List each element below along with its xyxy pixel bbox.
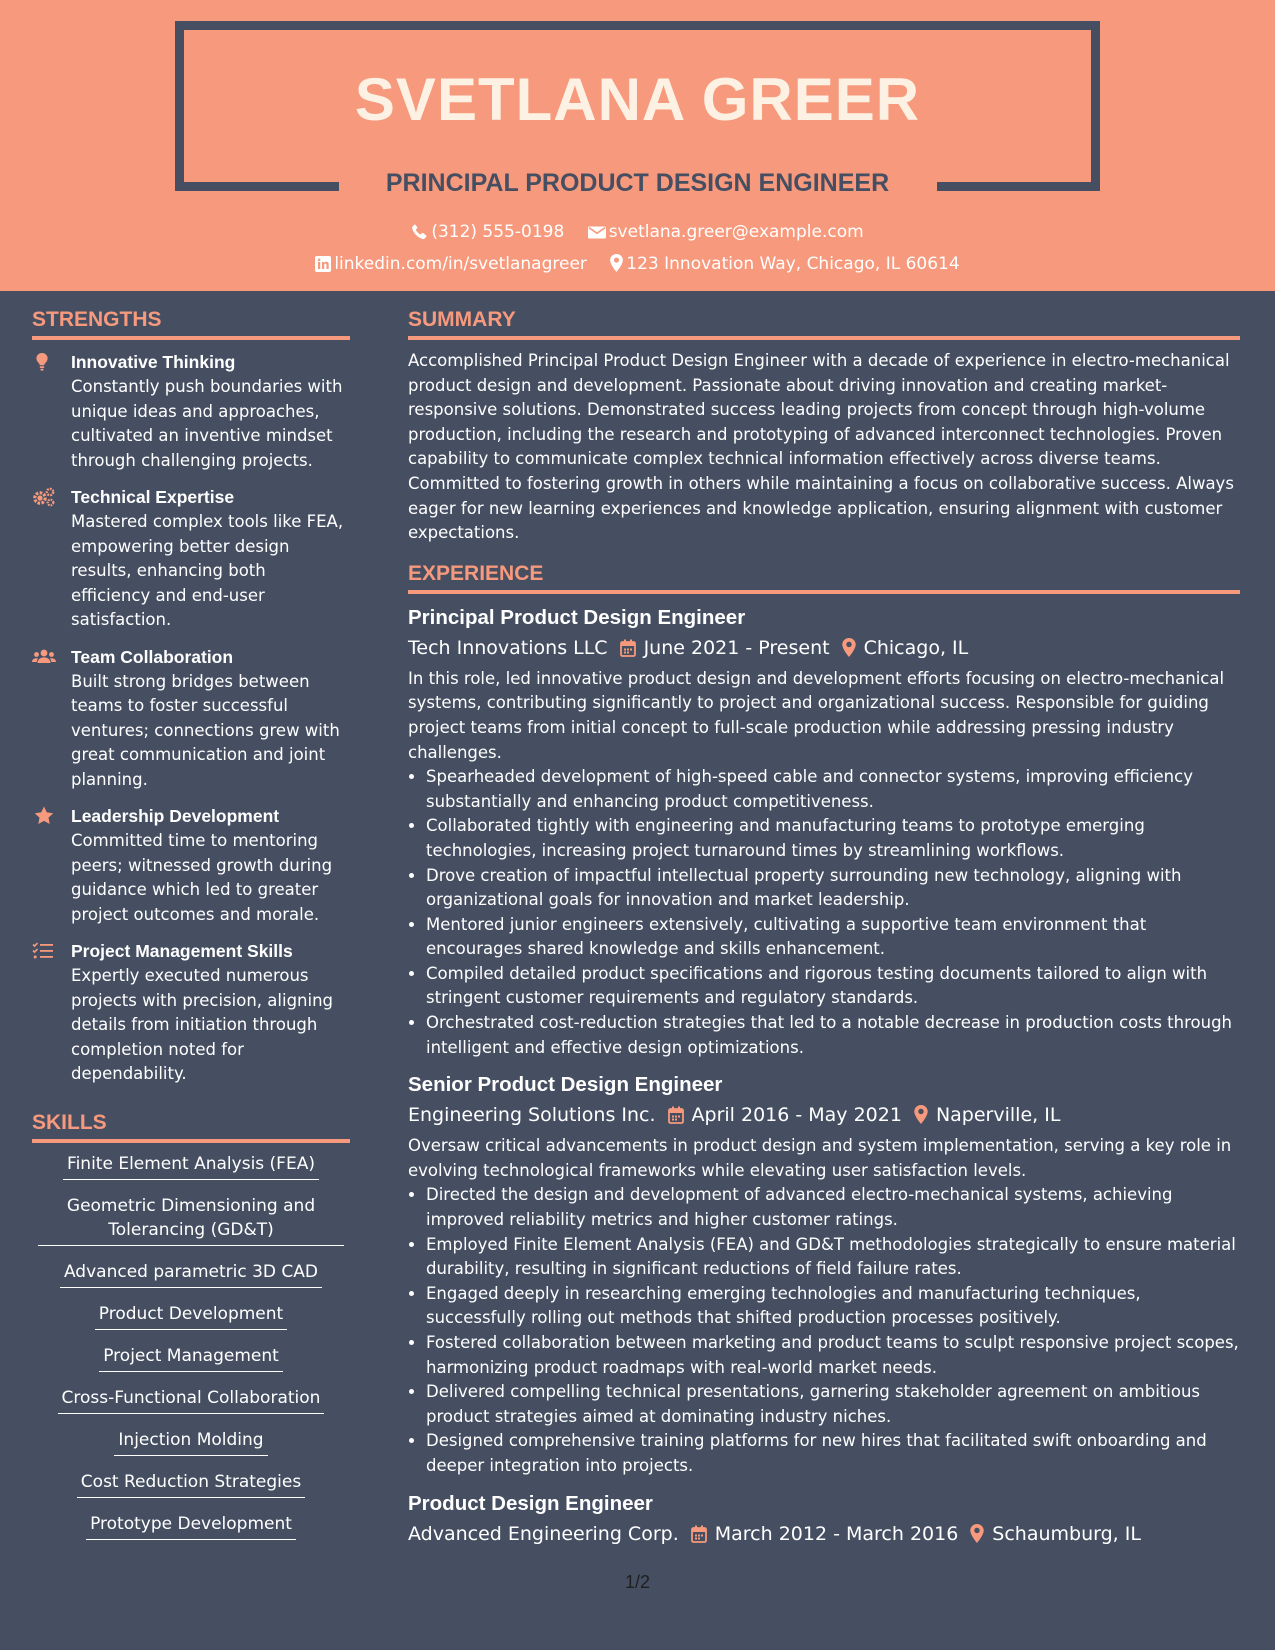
strengths-title: STRENGTHS [32,306,350,340]
star-icon [32,806,56,826]
job-location: Naperville, IL [935,1104,1061,1127]
skill-label: Cross-Functional Collaboration [58,1386,325,1414]
strength-desc: Mastered complex tools like FEA, empowering better design results, enhancing both efficiency and end-user satisfaction. [71,512,344,629]
bullet-item: • Orchestrated cost-reduction strategies that led to a notable decrease in production costs through intelligent and effective design optimizations. [426,1011,1240,1060]
strength-title: Innovative Thinking [71,352,236,372]
bullet-item: • Collaborated tightly with engineering and manufacturing teams to prototype emerging technologies, increasing project turnaround times by streamlining workflows. [426,814,1240,863]
strength-item [32,349,350,473]
job-meta [408,1100,1240,1130]
skill-item [38,1260,344,1288]
bullet-item: • Directed the design and development of advanced electro-mechanical systems, achieving improved reliability metrics and higher customer ratings. [426,1183,1240,1232]
linkedin-item [315,254,592,274]
lightbulb-icon [32,352,56,372]
job-title: Senior Product Design Engineer [408,1073,723,1097]
bullet-item: • Delivered compelling technical presentations, garnering stakeholder agreement on ambitious product strategies aimed at dominating industry niches. [426,1380,1240,1429]
strength-desc: Built strong bridges between teams to foster successful ventures; connections grew with great communication and joint planning. [71,671,340,789]
email-text[interactable]: svetlana.greer@example.com [608,222,864,242]
phone-icon [411,223,428,240]
job-meta [408,1519,1240,1549]
strength-item [32,644,350,793]
strength-item [32,484,350,633]
calendar-icon [620,639,636,657]
users-icon [32,647,56,667]
bullet-item: • Engaged deeply in researching emerging technologies and manufacturing techniques, successfully rolling out methods that shifted production processes positively. [426,1282,1240,1331]
job-company: Tech Innovations LLC [408,636,608,659]
map-pin-icon [842,638,856,657]
job-dates: June 2021 - Present [643,636,830,659]
skill-label: Product Development [95,1302,287,1330]
gears-icon [32,487,56,507]
job-title: Principal Product Design Engineer [408,605,746,629]
skill-label: Project Management [99,1344,283,1372]
skill-label: Injection Molding [114,1428,267,1456]
skill-item [38,1512,344,1540]
right-column [408,306,1240,1553]
contact-row-2 [0,251,1275,277]
strength-desc: Constantly push boundaries with unique ideas and approaches, cultivated an inventive mindset through challenging projects. [71,377,343,470]
phone-item [411,222,569,242]
calendar-icon [668,1106,684,1124]
map-pin-icon [610,254,623,272]
contact-row-1 [0,219,1275,245]
job-bullets [408,765,1240,1060]
experience-title: EXPERIENCE [408,560,1240,594]
bullet-item: • Fostered collaboration between marketing and product teams to sculpt responsive project scopes, harmonizing product roadmaps with real-world market needs. [426,1331,1240,1380]
job-dates: March 2012 - March 2016 [714,1522,959,1545]
bullet-item: • Designed comprehensive training platforms for new hires that facilitated swift onboarding and deeper integration into projects. [426,1429,1240,1478]
tasks-icon [32,941,56,961]
skill-item [38,1470,344,1498]
job-company: Advanced Engineering Corp. [408,1522,679,1545]
strength-title: Project Management Skills [71,941,293,961]
skill-item [38,1152,344,1180]
summary-text: Accomplished Principal Product Design Engineer with a decade of experience in electro-mechanical product design and development. Passionate about driving innovation and creating market-responsive solutions. Demonstrated success leading projects from concept through high-volume production, including the research and prototyping of advanced interconnect technologies. Proven capability to communicate complex technical information effectively across diverse teams. Committed to fostering growth in others while maintaining a focus on collaborative success. Always eager for new learning experiences and knowledge application, ensuring alignment with customer expectations. [408,351,1234,543]
bullet-item: • Compiled detailed product specifications and rigorous testing documents tailored to align with stringent customer requirements and regulatory standards. [426,962,1240,1011]
strength-desc: Expertly executed numerous projects with precision, aligning details from initiation through completion noted for dependability. [71,966,334,1083]
strength-title: Team Collaboration [71,646,234,667]
left-column [32,306,350,1554]
job-description: In this role, led innovative product design and development efforts focusing on electro-mechanical systems, contributing significantly to project and organizational success. Responsible for guiding project teams from initial concept to full-scale production while addressing pressing industry challenges. [408,668,1225,762]
skill-item [38,1428,344,1456]
job-location: Chicago, IL [863,636,969,659]
page-number: 1/2 [624,1572,651,1592]
linkedin-icon [315,256,331,272]
skills-list [32,1152,350,1540]
skill-item [38,1344,344,1372]
summary-title: SUMMARY [408,306,1240,340]
skill-label: Prototype Development [86,1512,296,1540]
email-item [588,222,864,242]
skill-item [38,1302,344,1330]
strength-desc: Committed time to mentoring peers; witnessed growth during guidance which led to greater project outcomes and morale. [71,831,333,924]
strength-title: Leadership Development [71,806,280,826]
bullet-item: • Drove creation of impactful intellectual property surrounding new technology, aligning with organizational goals for innovation and market leadership. [426,864,1240,913]
job-company: Engineering Solutions Inc. [408,1104,656,1127]
candidate-role: PRINCIPAL PRODUCT DESIGN ENGINEER [385,169,890,197]
job-location: Schaumburg, IL [992,1522,1141,1545]
envelope-icon [588,225,606,240]
skill-item [38,1194,344,1246]
job-entry [408,1070,1240,1478]
job-entry [408,1489,1240,1549]
candidate-name: SVETLANA GREER [354,66,921,133]
skills-title: SKILLS [32,1109,350,1143]
calendar-icon [691,1525,707,1543]
map-pin-icon [970,1524,984,1543]
skill-item [38,1386,344,1414]
phone-text[interactable]: (312) 555-0198 [431,222,565,242]
job-description: Oversaw critical advancements in product design and system implementation, serving a key role in evolving technological frameworks while elevating user satisfaction levels. [408,1136,1232,1180]
linkedin-text[interactable]: linkedin.com/in/svetlanagreer [334,254,587,274]
skill-label: Finite Element Analysis (FEA) [63,1152,319,1180]
skill-label: Geometric Dimensioning and Tolerancing (GD&T) [38,1194,344,1246]
bullet-item: • Mentored junior engineers extensively, cultivating a supportive team environment that encourages shared knowledge and skills enhancement. [426,913,1240,962]
address-text: 123 Innovation Way, Chicago, IL 60614 [626,254,960,274]
strength-title: Technical Expertise [71,487,235,507]
bullet-item: • Spearheaded development of high-speed cable and connector systems, improving efficiency substantially and enhancing product competitiveness. [426,765,1240,814]
job-entry [408,603,1240,1061]
strength-item [32,803,350,927]
header [0,0,1275,291]
bullet-item: • Employed Finite Element Analysis (FEA) and GD&T methodologies strategically to ensure material durability, resulting in significant reductions of field failure rates. [426,1233,1240,1282]
job-bullets [408,1183,1240,1478]
skill-label: Cost Reduction Strategies [77,1470,305,1498]
strength-item [32,938,350,1087]
job-meta [408,633,1240,663]
address-item [610,254,959,274]
job-dates: April 2016 - May 2021 [691,1104,902,1127]
job-title: Product Design Engineer [408,1491,653,1515]
skill-label: Advanced parametric 3D CAD [60,1260,322,1288]
map-pin-icon [914,1105,928,1124]
